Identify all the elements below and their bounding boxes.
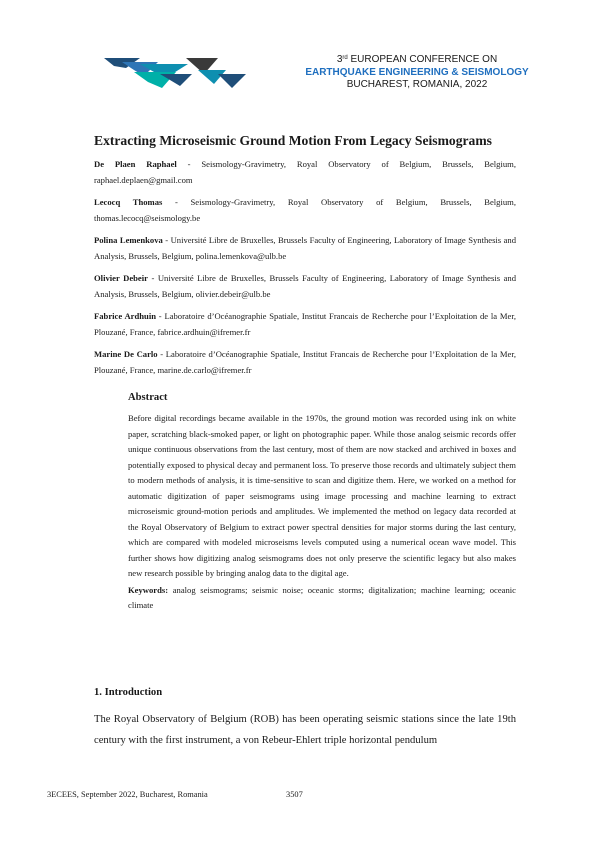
conference-location: BUCHAREST, ROMANIA, 2022 xyxy=(346,79,488,90)
keywords xyxy=(128,583,516,614)
author-name: Olivier Debeir xyxy=(94,273,148,283)
author-list xyxy=(94,157,516,378)
abstract-text: Before digital recordings became available in the 1970s, the ground motion was recorded using ink on white paper, scratching black-smoked paper, or light on photographic paper. While those analog seismic records offer unique continuous observations from the last century, most of them are now stacked and archived in boxes and potentially exposed to physical decay and permanent loss. To preserve those records and ultimately subject them to modern methods of analysis, it is time-sensitive to scan and digitize them. Here, we worked on a method for automatic digitization of paper seismograms using image processing and machine learning to extract microseismic ground-motion periods and amplitudes. We implemented the method on legacy data recorded at the Royal Observatory of Belgium to extract power spectral densities for major storms during the last century, which are compared with modeled microseisms levels computed using a numerical ocean wave model. This further shows how digitizing analog seismograms does not only preserve the scientific legacy but also makes new research possible by bringing analog data to the digital age. xyxy=(128,413,516,578)
page-number: 3507 xyxy=(286,790,303,799)
author-affiliation: - Université Libre de Bruxelles, Brussels Faculty of Engineering, Laboratory of Image Synthesis and Analysis, Brussels, Belgium, polina.lemenkova@ulb.be xyxy=(94,235,517,261)
logo-shape-8 xyxy=(218,74,246,88)
author-entry xyxy=(94,309,516,340)
abstract-section xyxy=(128,392,516,614)
author-affiliation: - Université Libre de Bruxelles, Brussels Faculty of Engineering, Laboratory of Image Synthesis and Analysis, Brussels, Belgium, olivier.debeir@ulb.be xyxy=(94,273,516,299)
author-name: Lecocq Thomas xyxy=(94,197,163,207)
author-entry xyxy=(94,157,516,188)
conference-number-suffix: rd xyxy=(342,55,348,61)
author-entry xyxy=(94,271,516,302)
section-heading-introduction: 1. Introduction xyxy=(94,687,163,698)
abstract-heading: Abstract xyxy=(128,392,168,403)
footer-conference: 3ECEES, September 2022, Bucharest, Romania xyxy=(47,790,208,799)
paper-title: Extracting Microseismic Ground Motion From Legacy Seismograms xyxy=(94,133,492,148)
conference-number: 3 xyxy=(336,54,343,65)
author-name: Marine De Carlo xyxy=(94,349,158,359)
author-name: De Plaen Raphael xyxy=(94,159,177,169)
author-affiliation: - Laboratoire d’Océanographie Spatiale, Institut Francais de Recherche pour l’Exploitation de la Mer, Plouzané, France, marine.de.carlo@ifremer.fr xyxy=(94,349,516,375)
conference-logo xyxy=(100,52,280,96)
keywords-label: Keywords: xyxy=(128,584,169,595)
author-name: Fabrice Ardhuin xyxy=(94,311,156,321)
author-affiliation: - Seismology-Gravimetry, Royal Observatory of Belgium, Brussels, Belgium, raphael.deplaen@gmail.com xyxy=(94,159,516,185)
author-entry xyxy=(94,195,516,226)
author-entry xyxy=(94,233,516,264)
keywords-text: analog seismograms; seismic noise; oceanic storms; digitalization; machine learning; oceanic climate xyxy=(128,584,516,610)
conference-name: EARTHQUAKE ENGINEERING & SEISMOLOGY xyxy=(305,66,529,78)
conference-line-1 xyxy=(282,52,552,67)
conference-line-1-text: EUROPEAN CONFERENCE ON xyxy=(347,54,498,65)
introduction-text: The Royal Observatory of Belgium (ROB) has been operating seismic stations since the late 19th century with the first instrument, a von Rebeur-Ehlert triple horizontal pendulum xyxy=(94,714,516,746)
author-affiliation: - Seismology-Gravimetry, Royal Observatory of Belgium, Brussels, Belgium, thomas.lecocq@seismology.be xyxy=(94,197,516,223)
author-affiliation: - Laboratoire d’Océanographie Spatiale, Institut Francais de Recherche pour l’Exploitation de la Mer, Plouzané, France, fabrice.ardhuin@ifremer.fr xyxy=(94,311,516,337)
author-entry xyxy=(94,347,516,378)
author-name: Polina Lemenkova xyxy=(94,235,163,245)
conference-header xyxy=(282,52,552,92)
